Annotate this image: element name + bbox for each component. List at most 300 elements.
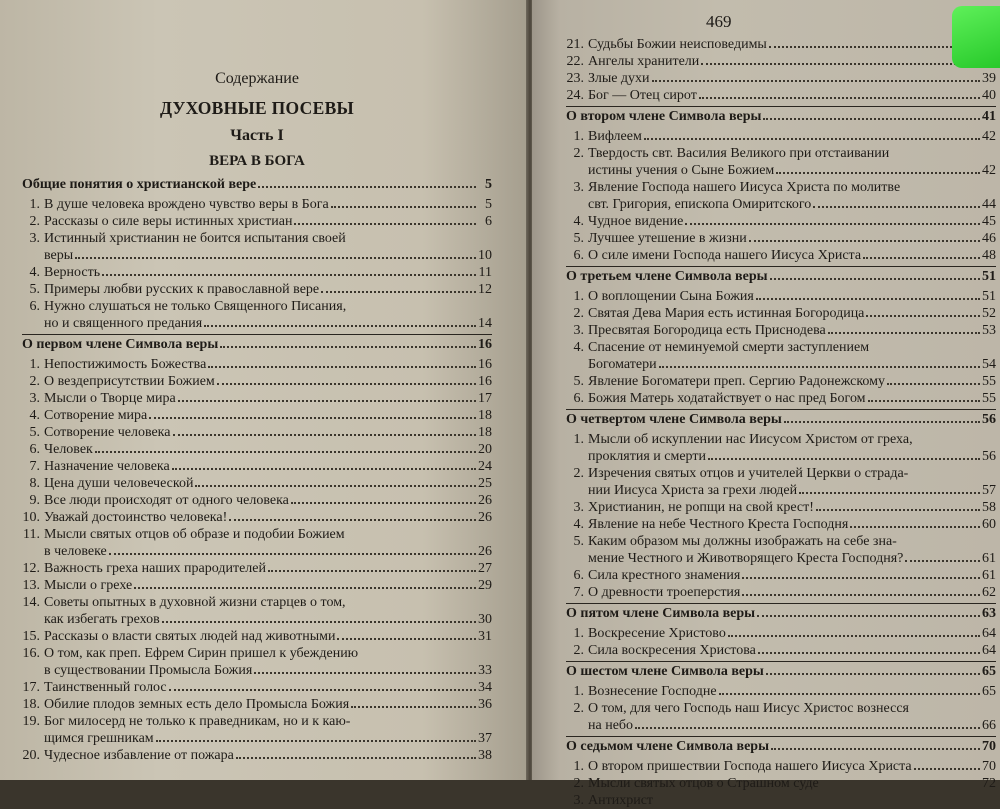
toc-item[interactable] — [22, 696, 492, 713]
toc-item[interactable] — [22, 526, 492, 560]
toc-item-number: 2. — [573, 146, 584, 161]
toc-item-text: О втором пришествии Господа нашего Иисуса Христа — [588, 759, 912, 774]
toc-item-text: Мысли об искуплении нас Иисусом Христом от греха, — [588, 432, 913, 447]
dot-leader — [701, 63, 980, 65]
right-toc — [566, 106, 996, 809]
dot-leader — [905, 560, 980, 562]
toc-item-text: Богоматери — [588, 357, 657, 372]
toc-item-line — [22, 213, 492, 230]
toc-item[interactable] — [22, 213, 492, 230]
toc-item[interactable] — [566, 567, 996, 584]
toc-item-text: Рассказы о силе веры истинных христиан — [44, 214, 293, 229]
toc-item-number: 5. — [29, 425, 40, 440]
toc-item-line — [22, 356, 492, 373]
toc-section-title: О шестом члене Символа веры — [566, 664, 764, 679]
toc-page-number: 58 — [982, 500, 996, 515]
toc-item[interactable] — [566, 758, 996, 775]
dot-leader — [236, 757, 476, 759]
toc-item[interactable] — [22, 373, 492, 390]
dot-leader — [351, 706, 476, 708]
toc-section-heading[interactable] — [22, 334, 492, 356]
toc-section-title: О пятом члене Символа веры — [566, 606, 756, 621]
toc-item-number: 1. — [29, 197, 40, 212]
toc-item[interactable] — [22, 509, 492, 526]
toc-item-text: О том, как преп. Ефрем Сирин пришел к убеждению — [44, 646, 359, 661]
toc-page-number: 64 — [982, 626, 996, 641]
dot-leader — [708, 458, 980, 460]
toc-item-text: Сотворение человека — [44, 425, 171, 440]
toc-item-line — [22, 696, 492, 713]
toc-page-number: 56 — [982, 449, 996, 464]
toc-item-text: Важность греха наших прародителей — [44, 561, 267, 576]
toc-section-heading[interactable] — [566, 106, 996, 128]
toc-page-number: 18 — [478, 425, 492, 440]
toc-item[interactable] — [566, 339, 996, 373]
toc-item[interactable] — [22, 458, 492, 475]
toc-section-heading[interactable] — [566, 661, 996, 683]
toc-item[interactable] — [22, 475, 492, 492]
toc-item[interactable] — [566, 499, 996, 516]
toc-item-text: Уважай достоинство человека! — [44, 510, 228, 525]
dot-leader — [749, 240, 980, 242]
toc-item-text: Советы опытных в духовной жизни старцев о том, — [44, 595, 346, 610]
toc-item-text: Примеры любви русских к православной вере — [44, 282, 320, 297]
dot-leader — [685, 223, 980, 225]
toc-page-number: 26 — [478, 510, 492, 525]
part-title: ВЕРА В БОГА — [209, 153, 305, 169]
toc-item-text: Человек — [44, 442, 93, 457]
toc-page-number: 16 — [478, 337, 492, 352]
toc-item[interactable] — [566, 775, 996, 792]
toc-item[interactable] — [566, 128, 996, 145]
toc-page-number: 39 — [982, 71, 996, 86]
toc-item-text: Рассказы о власти святых людей над животными — [44, 629, 336, 644]
toc-item-text: Сотворение мира — [44, 408, 148, 423]
toc-item[interactable] — [566, 465, 996, 499]
dot-leader — [258, 186, 476, 188]
toc-item-line — [566, 700, 996, 717]
toc-item[interactable] — [22, 628, 492, 645]
toc-page-number: 44 — [982, 197, 996, 212]
toc-item-line — [566, 322, 996, 339]
toc-item-number: 18. — [22, 697, 40, 712]
dot-leader — [172, 468, 476, 470]
toc-item-number: 2. — [573, 466, 584, 481]
dot-leader — [169, 689, 476, 691]
toc-item[interactable] — [566, 36, 996, 53]
dot-leader — [757, 615, 980, 617]
toc-item-number: 4. — [29, 265, 40, 280]
toc-item-line — [566, 356, 996, 373]
toc-page-number: 26 — [478, 544, 492, 559]
toc-item-line — [22, 509, 492, 526]
toc-item-text: Чудесное избавление от пожара — [44, 748, 234, 763]
toc-item-line — [22, 577, 492, 594]
dot-leader — [863, 257, 980, 259]
toc-item-line — [566, 373, 996, 390]
toc-section-heading[interactable] — [22, 175, 492, 196]
toc-item-text: Обилие плодов земных есть дело Промысла Божия — [44, 697, 350, 712]
toc-item-text: Истинный христианин не боится испытания своей — [44, 231, 346, 246]
toc-page-number: 65 — [982, 664, 996, 679]
toc-item-text: Святая Дева Мария есть истинная Богородица — [588, 306, 865, 321]
dot-leader — [887, 383, 980, 385]
toc-item-text: Сила крестного знамения — [588, 568, 741, 583]
left-toc — [22, 175, 492, 764]
toc-item-line — [566, 758, 996, 775]
dot-leader — [109, 553, 476, 555]
toc-item-line — [22, 281, 492, 298]
dot-leader — [220, 346, 476, 348]
toc-item-number: 5. — [573, 534, 584, 549]
toc-item-line — [566, 550, 996, 567]
toc-item-text: щимся грешникам — [44, 731, 154, 746]
toc-item[interactable] — [566, 584, 996, 601]
toc-item[interactable] — [22, 424, 492, 441]
toc-item[interactable] — [22, 560, 492, 577]
toc-item-text: Изречения святых отцов и учителей Церкви о страда- — [588, 466, 909, 481]
toc-item[interactable] — [566, 792, 996, 809]
toc-item-text: В душе человека врождено чувство веры в Бога — [44, 197, 329, 212]
dot-leader — [75, 257, 476, 259]
toc-page-number: 65 — [982, 684, 996, 699]
toc-item[interactable] — [566, 516, 996, 533]
toc-page-number: 51 — [982, 269, 996, 284]
toc-item[interactable] — [566, 145, 996, 179]
toc-item-line — [22, 247, 492, 264]
toc-item-number: 6. — [573, 391, 584, 406]
toc-item-line — [566, 683, 996, 700]
toc-item-number: 3. — [573, 180, 584, 195]
toc-item[interactable] — [566, 179, 996, 213]
toc-page-number: 45 — [982, 214, 996, 229]
toc-item[interactable] — [22, 407, 492, 424]
toc-page-number: 34 — [478, 680, 492, 695]
toc-item-number: 7. — [29, 459, 40, 474]
toc-item[interactable] — [566, 87, 996, 104]
toc-item-text: Бог — Отец сирот — [588, 88, 697, 103]
toc-item-text: Лучшее утешение в жизни — [588, 231, 747, 246]
toc-page-number: 36 — [478, 697, 492, 712]
toc-item-number: 3. — [573, 323, 584, 338]
dot-leader — [742, 577, 980, 579]
toc-item-line — [566, 465, 996, 482]
dot-leader — [868, 400, 980, 402]
dot-leader — [799, 492, 980, 494]
dot-leader — [828, 332, 980, 334]
toc-item-text: нии Иисуса Христа за грехи людей — [588, 483, 798, 498]
toc-item[interactable] — [22, 594, 492, 628]
toc-item-number: 5. — [29, 282, 40, 297]
toc-item-line — [22, 713, 492, 730]
toc-page-number: 12 — [478, 282, 492, 297]
toc-item-text: Непостижимость Божества — [44, 357, 207, 372]
dot-leader — [719, 693, 980, 695]
toc-item-text: Вифлеем — [588, 129, 642, 144]
toc-item-line — [566, 499, 996, 516]
toc-item-text: веры — [44, 248, 74, 263]
dot-leader — [149, 417, 476, 419]
toc-item[interactable] — [566, 373, 996, 390]
toc-section-title: О втором члене Символа веры — [566, 109, 762, 124]
toc-page-number: 72 — [982, 776, 996, 791]
toc-item-line — [566, 305, 996, 322]
toc-item-number: 23. — [566, 71, 584, 86]
dot-leader — [756, 298, 980, 300]
toc-item-line — [566, 642, 996, 659]
toc-item-number: 6. — [573, 248, 584, 263]
toc-section-title: О четвертом члене Символа веры — [566, 412, 782, 427]
toc-item[interactable] — [22, 230, 492, 264]
toc-item[interactable] — [566, 533, 996, 567]
dot-leader — [659, 366, 980, 368]
toc-item-line — [22, 196, 492, 213]
toc-item-text: проклятия и смерти — [588, 449, 706, 464]
toc-item[interactable] — [22, 264, 492, 281]
toc-item-number: 1. — [573, 289, 584, 304]
toc-item[interactable] — [22, 441, 492, 458]
dot-leader — [914, 768, 980, 770]
toc-item-line — [566, 431, 996, 448]
toc-item-number: 3. — [29, 391, 40, 406]
toc-page-number: 14 — [478, 316, 492, 331]
contents-heading: Содержание — [215, 70, 299, 87]
toc-item[interactable] — [566, 70, 996, 87]
toc-item-text: свт. Григория, епископа Омиритского — [588, 197, 812, 212]
dot-leader — [254, 672, 476, 674]
toc-item-line — [566, 230, 996, 247]
toc-section-title: Общие понятия о христианской вере — [22, 177, 257, 192]
toc-section-heading[interactable] — [566, 266, 996, 288]
toc-page-number: 66 — [982, 718, 996, 733]
dot-leader — [635, 727, 980, 729]
part-heading: Часть I — [230, 127, 284, 144]
toc-item-text: О вездеприсутствии Божием — [44, 374, 215, 389]
toc-item-line — [22, 373, 492, 390]
toc-item-line — [22, 662, 492, 679]
toc-item-number: 9. — [29, 493, 40, 508]
toc-item-line — [566, 196, 996, 213]
toc-item-line — [22, 315, 492, 332]
toc-item-line — [22, 475, 492, 492]
toc-item-text: в существовании Промысла Божия — [44, 663, 253, 678]
toc-item-line — [566, 567, 996, 584]
toc-item[interactable] — [566, 213, 996, 230]
toc-item-text: Явление Господа нашего Иисуса Христа по молитве — [588, 180, 901, 195]
toc-page-number: 52 — [982, 306, 996, 321]
toc-item[interactable] — [566, 288, 996, 305]
toc-item-line — [22, 390, 492, 407]
toc-item-number: 2. — [573, 701, 584, 716]
right-page — [532, 0, 1000, 808]
toc-item-line — [566, 70, 996, 87]
toc-section-heading[interactable] — [566, 736, 996, 758]
toc-item-line — [566, 128, 996, 145]
toc-item-text: как избегать грехов — [44, 612, 160, 627]
toc-item[interactable] — [22, 492, 492, 509]
dot-leader — [821, 785, 980, 787]
toc-item-number: 6. — [29, 299, 40, 314]
toc-page-number: 17 — [478, 391, 492, 406]
dot-leader — [95, 451, 476, 453]
toc-item-line — [566, 247, 996, 264]
dot-leader — [850, 526, 980, 528]
dot-leader — [268, 570, 476, 572]
dot-leader — [644, 138, 980, 140]
toc-item-line — [566, 162, 996, 179]
toc-item-line — [22, 458, 492, 475]
toc-item[interactable] — [22, 747, 492, 764]
toc-page-number: 56 — [982, 412, 996, 427]
toc-item-text: мение Честного и Животворящего Креста Господня? — [588, 551, 904, 566]
toc-page-number: 18 — [478, 408, 492, 423]
toc-item-number: 1. — [573, 684, 584, 699]
dot-leader — [337, 638, 476, 640]
toc-item-line — [566, 717, 996, 734]
toc-item-line — [566, 792, 996, 809]
toc-item-line — [566, 213, 996, 230]
green-bookmark-tab — [952, 6, 1000, 68]
toc-item[interactable] — [566, 230, 996, 247]
toc-item-text: Мысли о Творце мира — [44, 391, 176, 406]
toc-item-line — [566, 36, 996, 53]
toc-item-number: 1. — [573, 129, 584, 144]
toc-page-number: 51 — [982, 289, 996, 304]
toc-item-line — [22, 230, 492, 247]
toc-item-number: 19. — [22, 714, 40, 729]
toc-item-line — [22, 628, 492, 645]
toc-item-number: 8. — [29, 476, 40, 491]
toc-item-text: Ангелы хранители — [588, 54, 700, 69]
toc-item[interactable] — [566, 625, 996, 642]
toc-item[interactable] — [22, 281, 492, 298]
toc-item[interactable] — [22, 390, 492, 407]
toc-page-number: 42 — [982, 129, 996, 144]
toc-section-heading[interactable] — [566, 409, 996, 431]
dot-leader — [134, 587, 476, 589]
toc-item-line — [22, 298, 492, 315]
toc-item-text: в человеке — [44, 544, 107, 559]
toc-item-text: О воплощении Сына Божия — [588, 289, 754, 304]
toc-page-number: 40 — [982, 88, 996, 103]
toc-item-text: Нужно слушаться не только Священного Писания, — [44, 299, 347, 314]
dot-leader — [776, 172, 980, 174]
toc-page-number: 46 — [982, 231, 996, 246]
dot-leader — [813, 206, 980, 208]
toc-page-number: 26 — [478, 493, 492, 508]
toc-item-text: Чудное видение — [588, 214, 684, 229]
toc-item-text: Все люди происходят от одного человека — [44, 493, 289, 508]
toc-item-line — [566, 775, 996, 792]
toc-item-text: Судьбы Божии неисповедимы — [588, 37, 767, 52]
dot-leader — [758, 652, 980, 654]
toc-item-line — [22, 747, 492, 764]
toc-item[interactable] — [22, 679, 492, 696]
toc-item[interactable] — [566, 431, 996, 465]
toc-item-text: Твердость свт. Василия Великого при отстаивании — [588, 146, 890, 161]
toc-page-number: 70 — [982, 739, 996, 754]
toc-item[interactable] — [566, 683, 996, 700]
toc-item-line — [566, 625, 996, 642]
toc-item-number: 3. — [573, 500, 584, 515]
dot-leader — [652, 80, 980, 82]
toc-item-text: Воскресение Христово — [588, 626, 726, 641]
toc-item[interactable] — [566, 390, 996, 407]
page-number: 469 — [706, 12, 732, 31]
toc-item-line — [566, 584, 996, 601]
toc-item-number: 24. — [566, 88, 584, 103]
toc-item-number: 2. — [29, 214, 40, 229]
toc-item-number: 1. — [573, 626, 584, 641]
toc-item-text: истины учения о Сыне Божием — [588, 163, 775, 178]
dot-leader — [173, 434, 477, 436]
toc-item-text: Каким образом мы должны изображать на себе зна- — [588, 534, 897, 549]
toc-page-number: 55 — [982, 374, 996, 389]
toc-item-text: Пресвятая Богородица есть Приснодева — [588, 323, 826, 338]
toc-item-number: 5. — [573, 231, 584, 246]
toc-item-line — [566, 482, 996, 499]
toc-item-number: 10. — [22, 510, 40, 525]
toc-item-line — [22, 407, 492, 424]
toc-item[interactable] — [22, 356, 492, 373]
toc-item[interactable] — [566, 247, 996, 264]
toc-item[interactable] — [566, 305, 996, 322]
toc-section-heading[interactable] — [566, 603, 996, 625]
dot-leader — [866, 315, 980, 317]
dot-leader — [728, 635, 980, 637]
toc-item-text: Злые духи — [588, 71, 650, 86]
toc-item[interactable] — [22, 196, 492, 213]
toc-item-line — [22, 264, 492, 281]
toc-section-title: О первом члене Символа веры — [22, 337, 219, 352]
toc-item[interactable] — [22, 577, 492, 594]
toc-page-number: 62 — [982, 585, 996, 600]
toc-item-line — [566, 516, 996, 533]
toc-item-number: 16. — [22, 646, 40, 661]
toc-item[interactable] — [566, 642, 996, 659]
toc-item-text: Спасение от неминуемой смерти заступлением — [588, 340, 870, 355]
toc-item-text: Божия Матерь ходатайствует о нас пред Богом — [588, 391, 866, 406]
toc-item[interactable] — [566, 322, 996, 339]
toc-page-number: 54 — [982, 357, 996, 372]
toc-item-text: Вознесение Господне — [588, 684, 717, 699]
toc-item-number: 4. — [573, 340, 584, 355]
dot-leader — [763, 118, 980, 120]
toc-item-number: 6. — [573, 568, 584, 583]
toc-item-text: но и священного предания — [44, 316, 203, 331]
toc-page-number: 53 — [982, 323, 996, 338]
dot-leader — [331, 206, 476, 208]
toc-item[interactable] — [566, 700, 996, 734]
toc-item-number: 7. — [573, 585, 584, 600]
toc-item[interactable] — [566, 53, 996, 70]
toc-item[interactable] — [22, 713, 492, 747]
toc-item[interactable] — [22, 298, 492, 332]
toc-item-text: Бог милосерд не только к праведникам, но и к каю- — [44, 714, 351, 729]
toc-item-number: 4. — [573, 214, 584, 229]
toc-item-line — [22, 492, 492, 509]
toc-page-number: 5 — [485, 177, 492, 192]
toc-item-text: Явление Богоматери преп. Сергию Радонежскому — [588, 374, 886, 389]
toc-item-number: 11. — [23, 527, 40, 542]
book-title: ДУХОВНЫЕ ПОСЕВЫ — [159, 98, 355, 118]
toc-page-number: 25 — [478, 476, 492, 491]
toc-item-number: 2. — [29, 374, 40, 389]
toc-item-text: Мысли святых отцов об образе и подобии Божием — [44, 527, 345, 542]
dot-leader — [770, 278, 980, 280]
toc-item-text: О силе имени Господа нашего Иисуса Христа — [588, 248, 862, 263]
toc-item[interactable] — [22, 645, 492, 679]
